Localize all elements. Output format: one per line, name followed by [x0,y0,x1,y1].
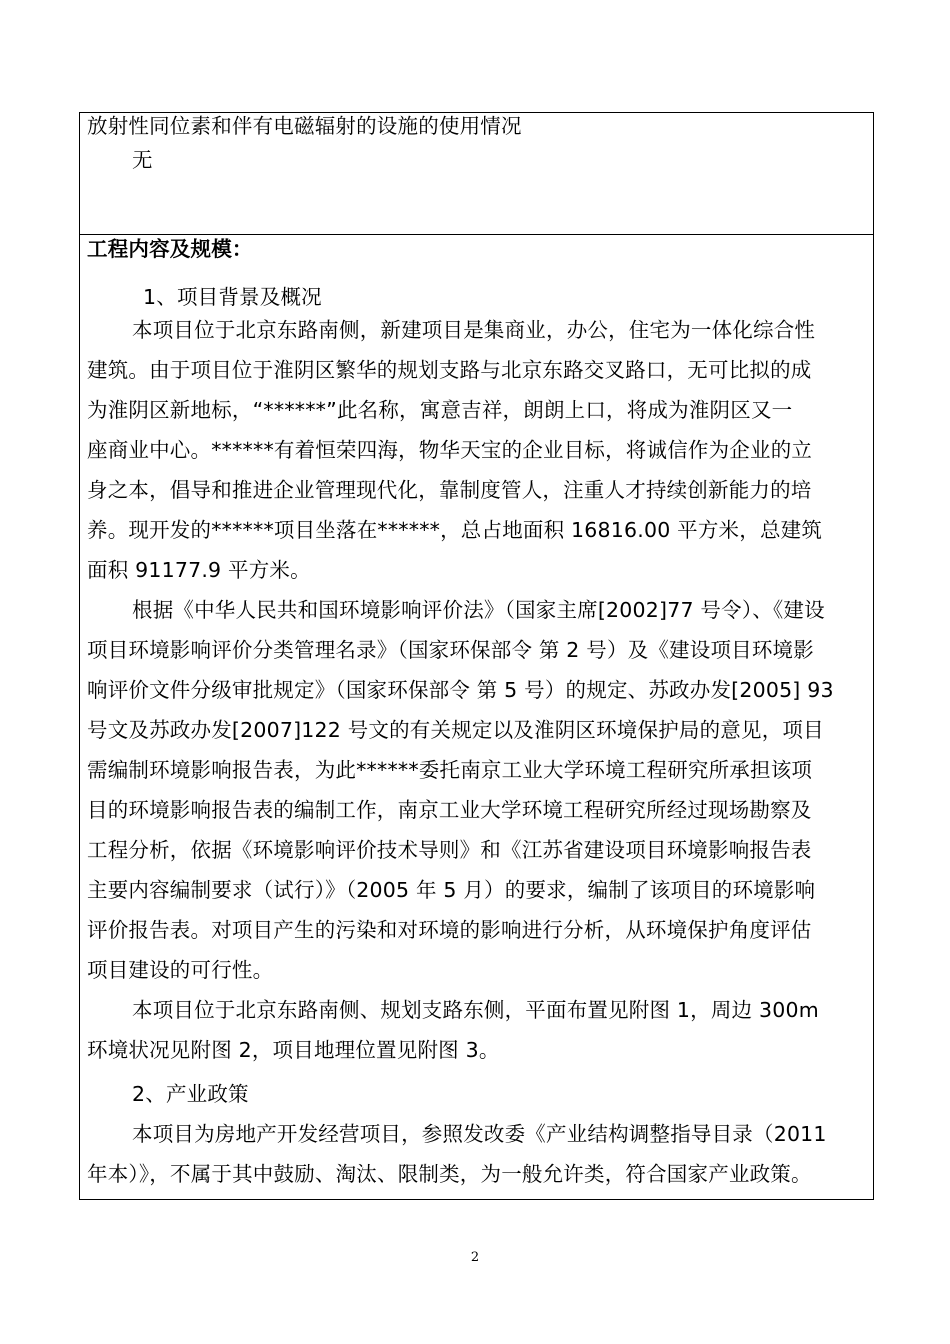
paragraph-line: 需编制环境影响报告表，为此******委托南京工业大学环境工程研究所承担该项 [87,758,813,782]
paragraph-line: 工程分析，依据《环境影响评价技术导则》和《江苏省建设项目环境影响报告表 [87,838,812,862]
paragraph-line: 座商业中心。******有着恒荣四海，物华天宝的企业目标，将诚信作为企业的立 [87,438,813,462]
paragraph-line: 号文及苏政办发[2007]122 号文的有关规定以及淮阴区环境保护局的意见，项目 [87,718,824,742]
section2-heading: 2、产业政策 [132,1082,249,1106]
paragraph-line: 本项目位于北京东路南侧，新建项目是集商业，办公，住宅为一体化综合性 [132,318,816,342]
paragraph-line: 项目建设的可行性。 [87,958,274,982]
radiation-section-heading: 放射性同位素和伴有电磁辐射的设施的使用情况 [87,114,522,138]
paragraph-line: 响评价文件分级审批规定》（国家环保部令 第 5 号）的规定、苏政办发[2005] 93 [87,678,834,702]
paragraph-line: 主要内容编制要求（试行）》（2005 年 5 月）的要求，编制了该项目的环境影响 [87,878,816,902]
paragraph-line: 年本）》，不属于其中鼓励、淘汰、限制类，为一般允许类，符合国家产业政策。 [87,1162,812,1186]
paragraph-line: 环境状况见附图 2，项目地理位置见附图 3。 [87,1038,500,1062]
paragraph-line: 养。现开发的******项目坐落在******，总占地面积 16816.00 平方米，总建筑 [87,518,823,542]
radiation-section-value: 无 [132,148,153,172]
paragraph-line: 评价报告表。对项目产生的污染和对环境的影响进行分析，从环境保护角度评估 [87,918,812,942]
page-number: 2 [470,1250,480,1265]
paragraph-line: 根据《中华人民共和国环境影响评价法》（国家主席[2002]77 号令）、《建设 [132,598,825,622]
paragraph-line: 建筑。由于项目位于淮阴区繁华的规划支路与北京东路交叉路口，无可比拟的成 [87,358,812,382]
paragraph-line: 面积 91177.9 平方米。 [87,558,311,582]
section1-heading: 1、项目背景及概况 [143,285,322,309]
paragraph-line: 项目环境影响评价分类管理名录》（国家环保部令 第 2 号）及《建设项目环境影 [87,638,814,662]
paragraph-line: 目的环境影响报告表的编制工作，南京工业大学环境工程研究所经过现场勘察及 [87,798,812,822]
paragraph-line: 身之本，倡导和推进企业管理现代化，靠制度管人，注重人才持续创新能力的培 [87,478,812,502]
paragraph-line: 本项目为房地产开发经营项目，参照发改委《产业结构调整指导目录（2011 [132,1122,827,1146]
paragraph-line: 本项目位于北京东路南侧、规划支路东侧，平面布置见附图 1，周边 300m [132,998,819,1022]
section-title: 工程内容及规模： [87,237,253,261]
paragraph-line: 为淮阴区新地标，“******”此名称，寓意吉祥，朗朗上口，将成为淮阴区又一 [87,398,793,422]
